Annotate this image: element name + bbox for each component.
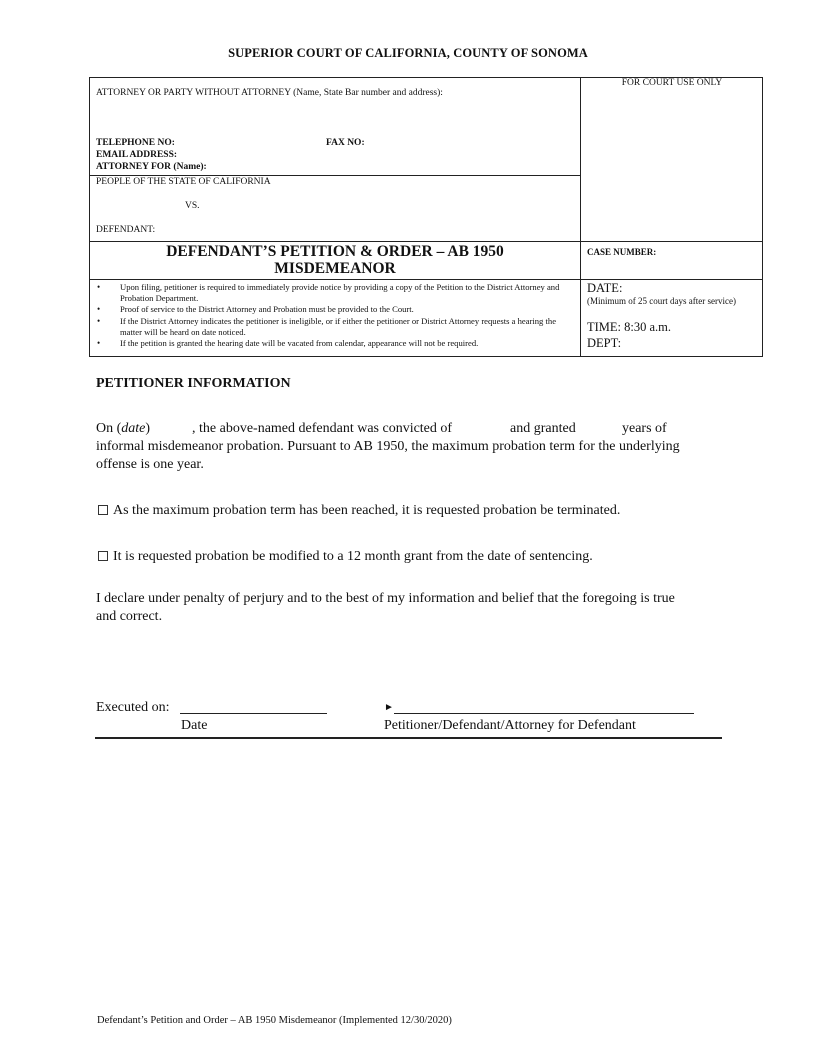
declaration-line1: I declare under penalty of perjury and to the best of my information and belief that the foregoing is true bbox=[96, 591, 675, 606]
text-convicted: , the above-named defendant was convicted of bbox=[192, 421, 453, 436]
instruction-list bbox=[92, 282, 580, 349]
date-label: Date bbox=[181, 718, 208, 733]
party-divider bbox=[90, 175, 580, 176]
instruction-item: • If the District Attorney indicates the petitioner is ineligible, or if either the petitioner or District Attorney requests a hearing the matter will be heard on date noticed. bbox=[92, 316, 580, 338]
text-years: years of bbox=[622, 421, 667, 436]
attorney-for-label: ATTORNEY FOR (Name): bbox=[96, 162, 207, 172]
text-on: On ( bbox=[96, 421, 122, 436]
hearing-time-label: TIME: 8:30 a.m. bbox=[587, 320, 672, 334]
title-divider-top bbox=[90, 241, 762, 242]
signer-label: Petitioner/Defendant/Attorney for Defendant bbox=[384, 718, 636, 733]
terminate-checkbox[interactable] bbox=[98, 505, 108, 515]
people-label: PEOPLE OF THE STATE OF CALIFORNIA bbox=[96, 177, 271, 187]
instruction-item: • Proof of service to the District Attorney and Probation must be provided to the Court. bbox=[92, 304, 580, 315]
telephone-label: TELEPHONE NO: bbox=[96, 138, 175, 148]
executed-date-field[interactable] bbox=[180, 713, 327, 714]
form-title bbox=[90, 243, 580, 277]
signature-arrow-icon: ► bbox=[384, 702, 394, 713]
text-granted: and granted bbox=[510, 421, 576, 436]
conviction-line3: offense is one year. bbox=[96, 457, 204, 472]
section-heading: PETITIONER INFORMATION bbox=[96, 376, 291, 391]
text-close-paren: ) bbox=[145, 421, 151, 436]
signature-field[interactable] bbox=[394, 713, 694, 714]
hearing-date-label: DATE: bbox=[587, 281, 623, 295]
modify-option[interactable] bbox=[98, 548, 593, 566]
vs-label: VS. bbox=[185, 201, 200, 211]
footer-text: Defendant’s Petition and Order – AB 1950 Misdemeanor (Implemented 12/30/2020) bbox=[97, 1015, 452, 1026]
text-date-italic: date bbox=[121, 421, 146, 436]
conviction-line2: informal misdemeanor probation. Pursuant to AB 1950, the maximum probation term for the underlying bbox=[96, 439, 680, 454]
case-number-label: CASE NUMBER: bbox=[587, 247, 657, 257]
modify-option-label: It is requested probation be modified to a 12 month grant from the date of sentencing. bbox=[113, 549, 593, 564]
defendant-label: DEFENDANT: bbox=[96, 225, 156, 235]
executed-label: Executed on: bbox=[96, 700, 170, 715]
instruction-item: • Upon filing, petitioner is required to immediately provide notice by providing a copy of the Petition to the District Attorney and Probation Department. bbox=[92, 282, 580, 304]
terminate-option-label: As the maximum probation term has been reached, it is requested probation be terminated. bbox=[113, 503, 621, 518]
court-title: SUPERIOR COURT OF CALIFORNIA, COUNTY OF SONOMA bbox=[228, 46, 588, 60]
hearing-date-note: (Minimum of 25 court days after service) bbox=[587, 296, 736, 306]
conviction-line1 bbox=[96, 420, 150, 438]
modify-checkbox[interactable] bbox=[98, 551, 108, 561]
title-divider-bottom bbox=[90, 279, 762, 280]
hearing-dept-label: DEPT: bbox=[587, 336, 622, 350]
signature-block-rule bbox=[95, 737, 722, 739]
form-title-line1: DEFENDANT’S PETITION & ORDER – AB 1950 bbox=[166, 243, 504, 260]
fax-label: FAX NO: bbox=[326, 138, 365, 148]
instruction-item: • If the petition is granted the hearing date will be vacated from calendar, appearance will not be required. bbox=[92, 338, 580, 349]
terminate-option[interactable] bbox=[98, 502, 620, 520]
form-title-line2: MISDEMEANOR bbox=[274, 260, 396, 277]
attorney-label: ATTORNEY OR PARTY WITHOUT ATTORNEY (Name, State Bar number and address): bbox=[96, 88, 443, 98]
vertical-divider bbox=[580, 78, 581, 356]
court-use-label: FOR COURT USE ONLY bbox=[621, 78, 723, 88]
email-label: EMAIL ADDRESS: bbox=[96, 150, 178, 160]
declaration-line2: and correct. bbox=[96, 609, 163, 624]
